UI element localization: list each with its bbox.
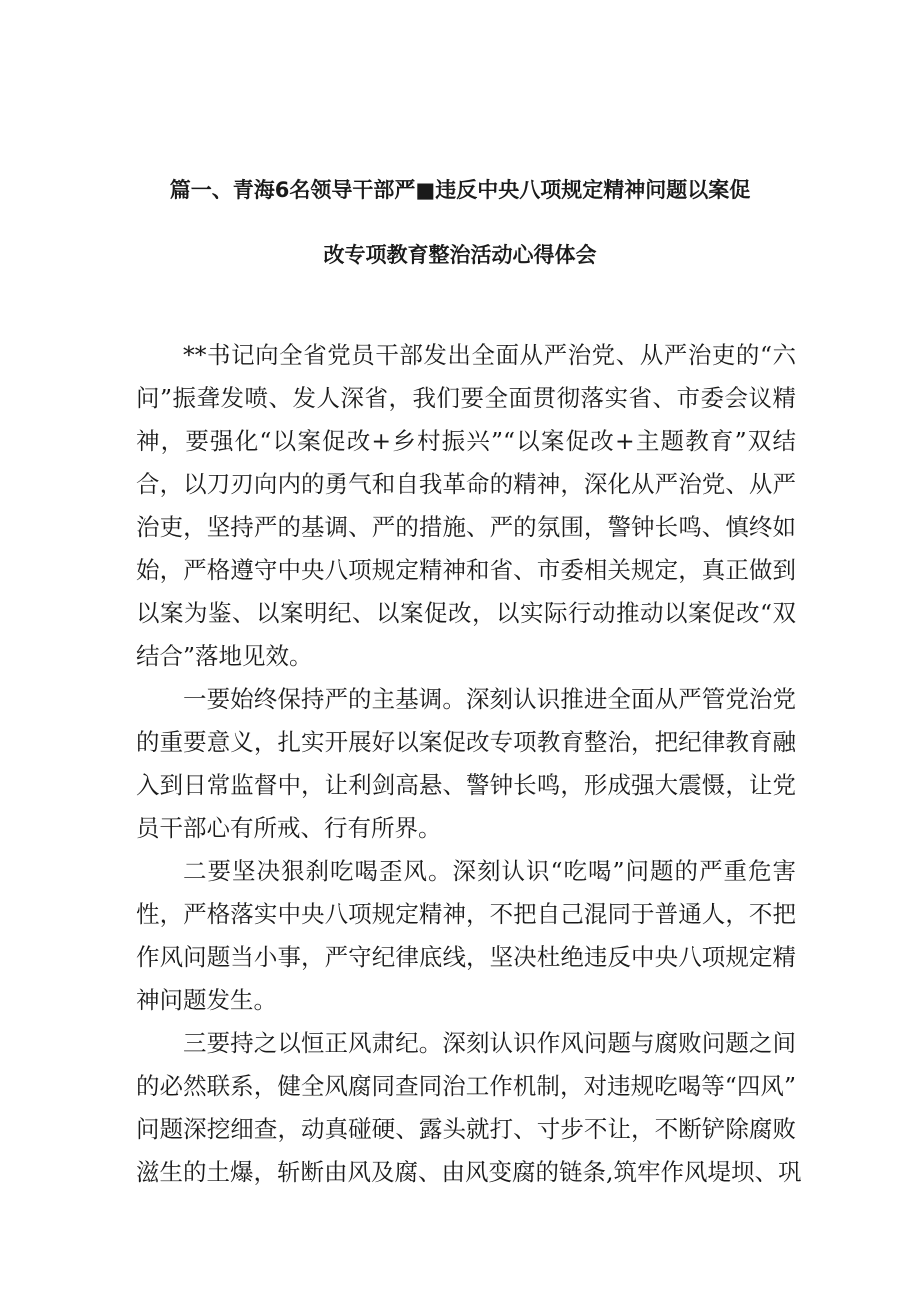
paragraph-1-line-7: 以案为鉴、以案明纪、以案促改，以实际行动推动以案促改“双	[136, 599, 796, 627]
paragraph-4-line-1: 三要持之以恒正风肃纪。深刻认识作风问题与腐败问题之间	[183, 1029, 796, 1057]
paragraph-1-line-8: 结合”落地见效。	[136, 642, 313, 670]
paragraph-3-line-1: 二要坚决狠刹吃喝歪风。深刻认识“吃喝”问题的严重危害	[183, 857, 796, 885]
document-title-line-2: 改专项教育整治活动心得体会	[323, 243, 597, 267]
paragraph-4-line-3: 问题深挖细查，动真碰硬、露头就打、寸步不让，不断铲除腐败	[136, 1115, 796, 1143]
paragraph-1-line-4: 合，以刀刃向内的勇气和自我革命的精神，深化从严治党、从严	[136, 470, 796, 498]
paragraph-3-line-2: 性，严格落实中央八项规定精神，不把自己混同于普通人，不把	[136, 900, 796, 928]
paragraph-1-line-3: 神，要强化“以案促改+乡村振兴”“以案促改+主题教育”双结	[136, 427, 796, 455]
paragraph-3-line-4: 神问题发生。	[136, 986, 277, 1014]
paragraph-2-line-1: 一要始终保持严的主基调。深刻认识推进全面从严管党治党	[183, 685, 796, 713]
paragraph-1-line-1: **书记向全省党员干部发出全面从严治党、从严治吏的“六	[183, 341, 796, 369]
paragraph-3-line-3: 作风问题当小事，严守纪律底线，坚决杜绝违反中央八项规定精	[136, 943, 796, 971]
paragraph-1-line-2: 问”振聋发喷、发人深省，我们要全面贯彻落实省、市委会议精	[136, 384, 796, 412]
paragraph-4-line-2: 的必然联系，健全风腐同查同治工作机制，对违规吃喝等“四风”	[136, 1072, 796, 1100]
paragraph-1-line-6: 始，严格遵守中央八项规定精神和省、市委相关规定，真正做到	[136, 556, 796, 584]
document-title-line-1: 篇一、青海6名领导干部严■违反中央八项规定精神问题以案促	[169, 178, 751, 202]
paragraph-1-line-5: 治吏，坚持严的基调、严的措施、严的氛围，警钟长鸣、慎终如	[136, 513, 796, 541]
paragraph-4-line-4: 滋生的土爆，斩断由风及腐、由风变腐的链条,筑牢作风堤坝、巩	[136, 1158, 802, 1186]
paragraph-2-line-3: 入到日常监督中，让利剑高悬、警钟长鸣，形成强大震慑，让党	[136, 771, 796, 799]
paragraph-2-line-2: 的重要意义，扎实开展好以案促改专项教育整治，把纪律教育融	[136, 728, 796, 756]
paragraph-2-line-4: 员干部心有所戒、行有所界。	[136, 814, 442, 842]
